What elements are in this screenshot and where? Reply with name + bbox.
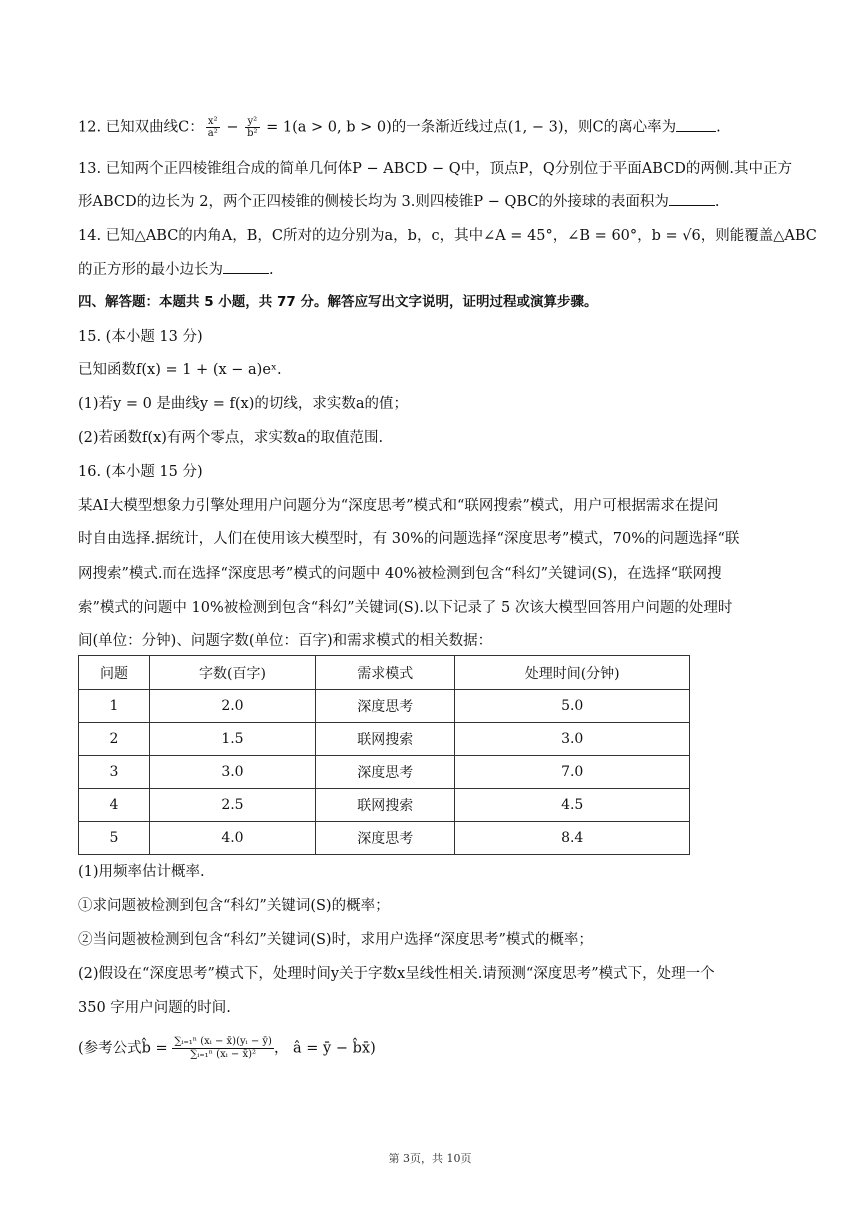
q16-text-line: 索”模式的问题中 10%被检测到包含“科幻”关键词(S).以下记录了 5 次该大模型回答用户问题的处理时 xyxy=(78,600,733,616)
table-header-row xyxy=(79,656,690,690)
page-footer: 第 3页，共 10页 xyxy=(388,1152,472,1165)
table-cell: 2.0 xyxy=(149,690,315,723)
q16-title: 16. (本小题 15 分) xyxy=(78,464,203,480)
table-cell: 3.0 xyxy=(149,756,315,789)
question-13-line-1: 13. 已知两个正四棱锥组合成的简单几何体P − ABCD − Q中，顶点P，Q分别位于平面ABCD的两侧.其中正方 xyxy=(78,161,793,177)
table-cell: 1.5 xyxy=(149,723,315,756)
q12-prefix: 12. 已知双曲线C： xyxy=(78,119,204,136)
table-cell: 5.0 xyxy=(455,690,690,723)
q16-text-line: 某AI大模型想象力引擎处理用户问题分为“深度思考”模式和“联网搜索”模式，用户可根据需求在提问 xyxy=(78,498,719,514)
table-cell: 3 xyxy=(79,756,150,789)
answer-blank-13[interactable] xyxy=(669,191,715,206)
table-cell: 2.5 xyxy=(149,789,315,822)
table-cell: 2 xyxy=(79,723,150,756)
table-cell: 深度思考 xyxy=(316,822,455,855)
table-cell: 联网搜索 xyxy=(316,789,455,822)
data-table xyxy=(78,655,690,855)
table-row xyxy=(79,789,690,822)
q12-suffix: = 1(a > 0, b > 0)的一条渐近线过点(1, − 3)，则C的离心率为 xyxy=(261,119,677,136)
table-cell: 1 xyxy=(79,690,150,723)
q16-after-line: (2)假设在“深度思考”模式下，处理时间y关于字数x呈线性相关.请预测“深度思考”模式下，处理一个 xyxy=(78,966,715,982)
q16-after-line: (1)用频率估计概率. xyxy=(78,864,205,880)
formula-fraction: $\frac{\text{∑ᵢ₌₁ⁿ (xᵢ − x̄)(yᵢ − ȳ)}}{\text{∑ᵢ₌₁ⁿ (xᵢ − x̄)²}}$ xyxy=(174,1036,272,1060)
table-header: 字数(百字) xyxy=(149,656,315,690)
q16-text-line: 网搜索”模式.而在选择“深度思考”模式的问题中 40%被检测到包含“科幻”关键词(S)，在选择“联网搜 xyxy=(78,566,722,582)
q12-fraction-x: $\frac{\text{x²}}{\text{a²}}$ xyxy=(207,116,218,139)
q12-fraction-y: $\frac{\text{y²}}{\text{b²}}$ xyxy=(247,116,258,139)
table-cell: 7.0 xyxy=(455,756,690,789)
answer-blank-14[interactable] xyxy=(223,259,269,274)
question-13-line-2: 形ABCD的边长为 2，两个正四棱锥的侧棱长均为 3.则四棱锥P − QBC的外接球的表面积为 . xyxy=(78,191,720,212)
question-14-line-1: 14. 已知△ABC的内角A，B，C所对的边分别为a，b，c，其中∠A = 45°，∠B = 60°，b = √6，则能覆盖△ABC xyxy=(78,228,817,244)
q16-text-line: 时自由选择.据统计，人们在使用该大模型时，有 30%的问题选择“深度思考”模式，70%的问题选择“联 xyxy=(78,531,740,547)
q16-after-line: ①求问题被检测到包含“科幻”关键词(S)的概率； xyxy=(78,898,390,914)
table-header: 需求模式 xyxy=(316,656,455,690)
table-cell: 联网搜索 xyxy=(316,723,455,756)
table-header: 处理时间(分钟) xyxy=(455,656,690,690)
table-cell: 5 xyxy=(79,822,150,855)
table-row xyxy=(79,723,690,756)
table-header: 问题 xyxy=(79,656,150,690)
reference-formula: (参考公式b̂ = $\frac{\text{∑ᵢ₌₁ⁿ (xᵢ − x̄)(yᵢ − ȳ)}}{\text{∑ᵢ₌₁ⁿ (xᵢ − x̄)²}}$， â = ȳ − b̂x̄) xyxy=(78,1036,376,1060)
q15-part-1: (1)若y = 0 是曲线y = f(x)的切线，求实数a的值； xyxy=(78,396,408,412)
section-heading: 四、解答题：本题共 5 小题，共 77 分。解答应写出文字说明，证明过程或演算步骤。 xyxy=(78,294,598,310)
table-cell: 3.0 xyxy=(455,723,690,756)
q15-stem: 已知函数f(x) = 1 + (x − a)eˣ. xyxy=(78,362,282,378)
answer-blank-12[interactable] xyxy=(676,117,716,132)
table-cell: 深度思考 xyxy=(316,756,455,789)
table-row xyxy=(79,822,690,855)
question-14-line-2: 的正方形的最小边长为 . xyxy=(78,259,274,280)
q15-part-2: (2)若函数f(x)有两个零点，求实数a的取值范围. xyxy=(78,430,384,446)
q16-after-line: ②当问题被检测到包含“科幻”关键词(S)时，求用户选择“深度思考”模式的概率； xyxy=(78,932,593,948)
table-cell: 4 xyxy=(79,789,150,822)
table-cell: 4.5 xyxy=(455,789,690,822)
q16-text-line: 间(单位：分钟)、问题字数(单位：百字)和需求模式的相关数据： xyxy=(78,633,493,649)
q15-title: 15. (本小题 13 分) xyxy=(78,329,203,345)
table-row xyxy=(79,690,690,723)
table-row xyxy=(79,756,690,789)
table-cell: 4.0 xyxy=(149,822,315,855)
question-12: 12. 已知双曲线C： $\frac{\text{x²}}{\text{a²}}$ − $\frac{\text{y²}}{\text{b²}}$ = 1(a > 0, b > 0)的一条渐近线过点(1, − 3)，则C的离心率为 . xyxy=(78,116,721,139)
table-cell: 深度思考 xyxy=(316,690,455,723)
table-cell: 8.4 xyxy=(455,822,690,855)
q16-after-line: 350 字用户问题的时间. xyxy=(78,1000,231,1016)
